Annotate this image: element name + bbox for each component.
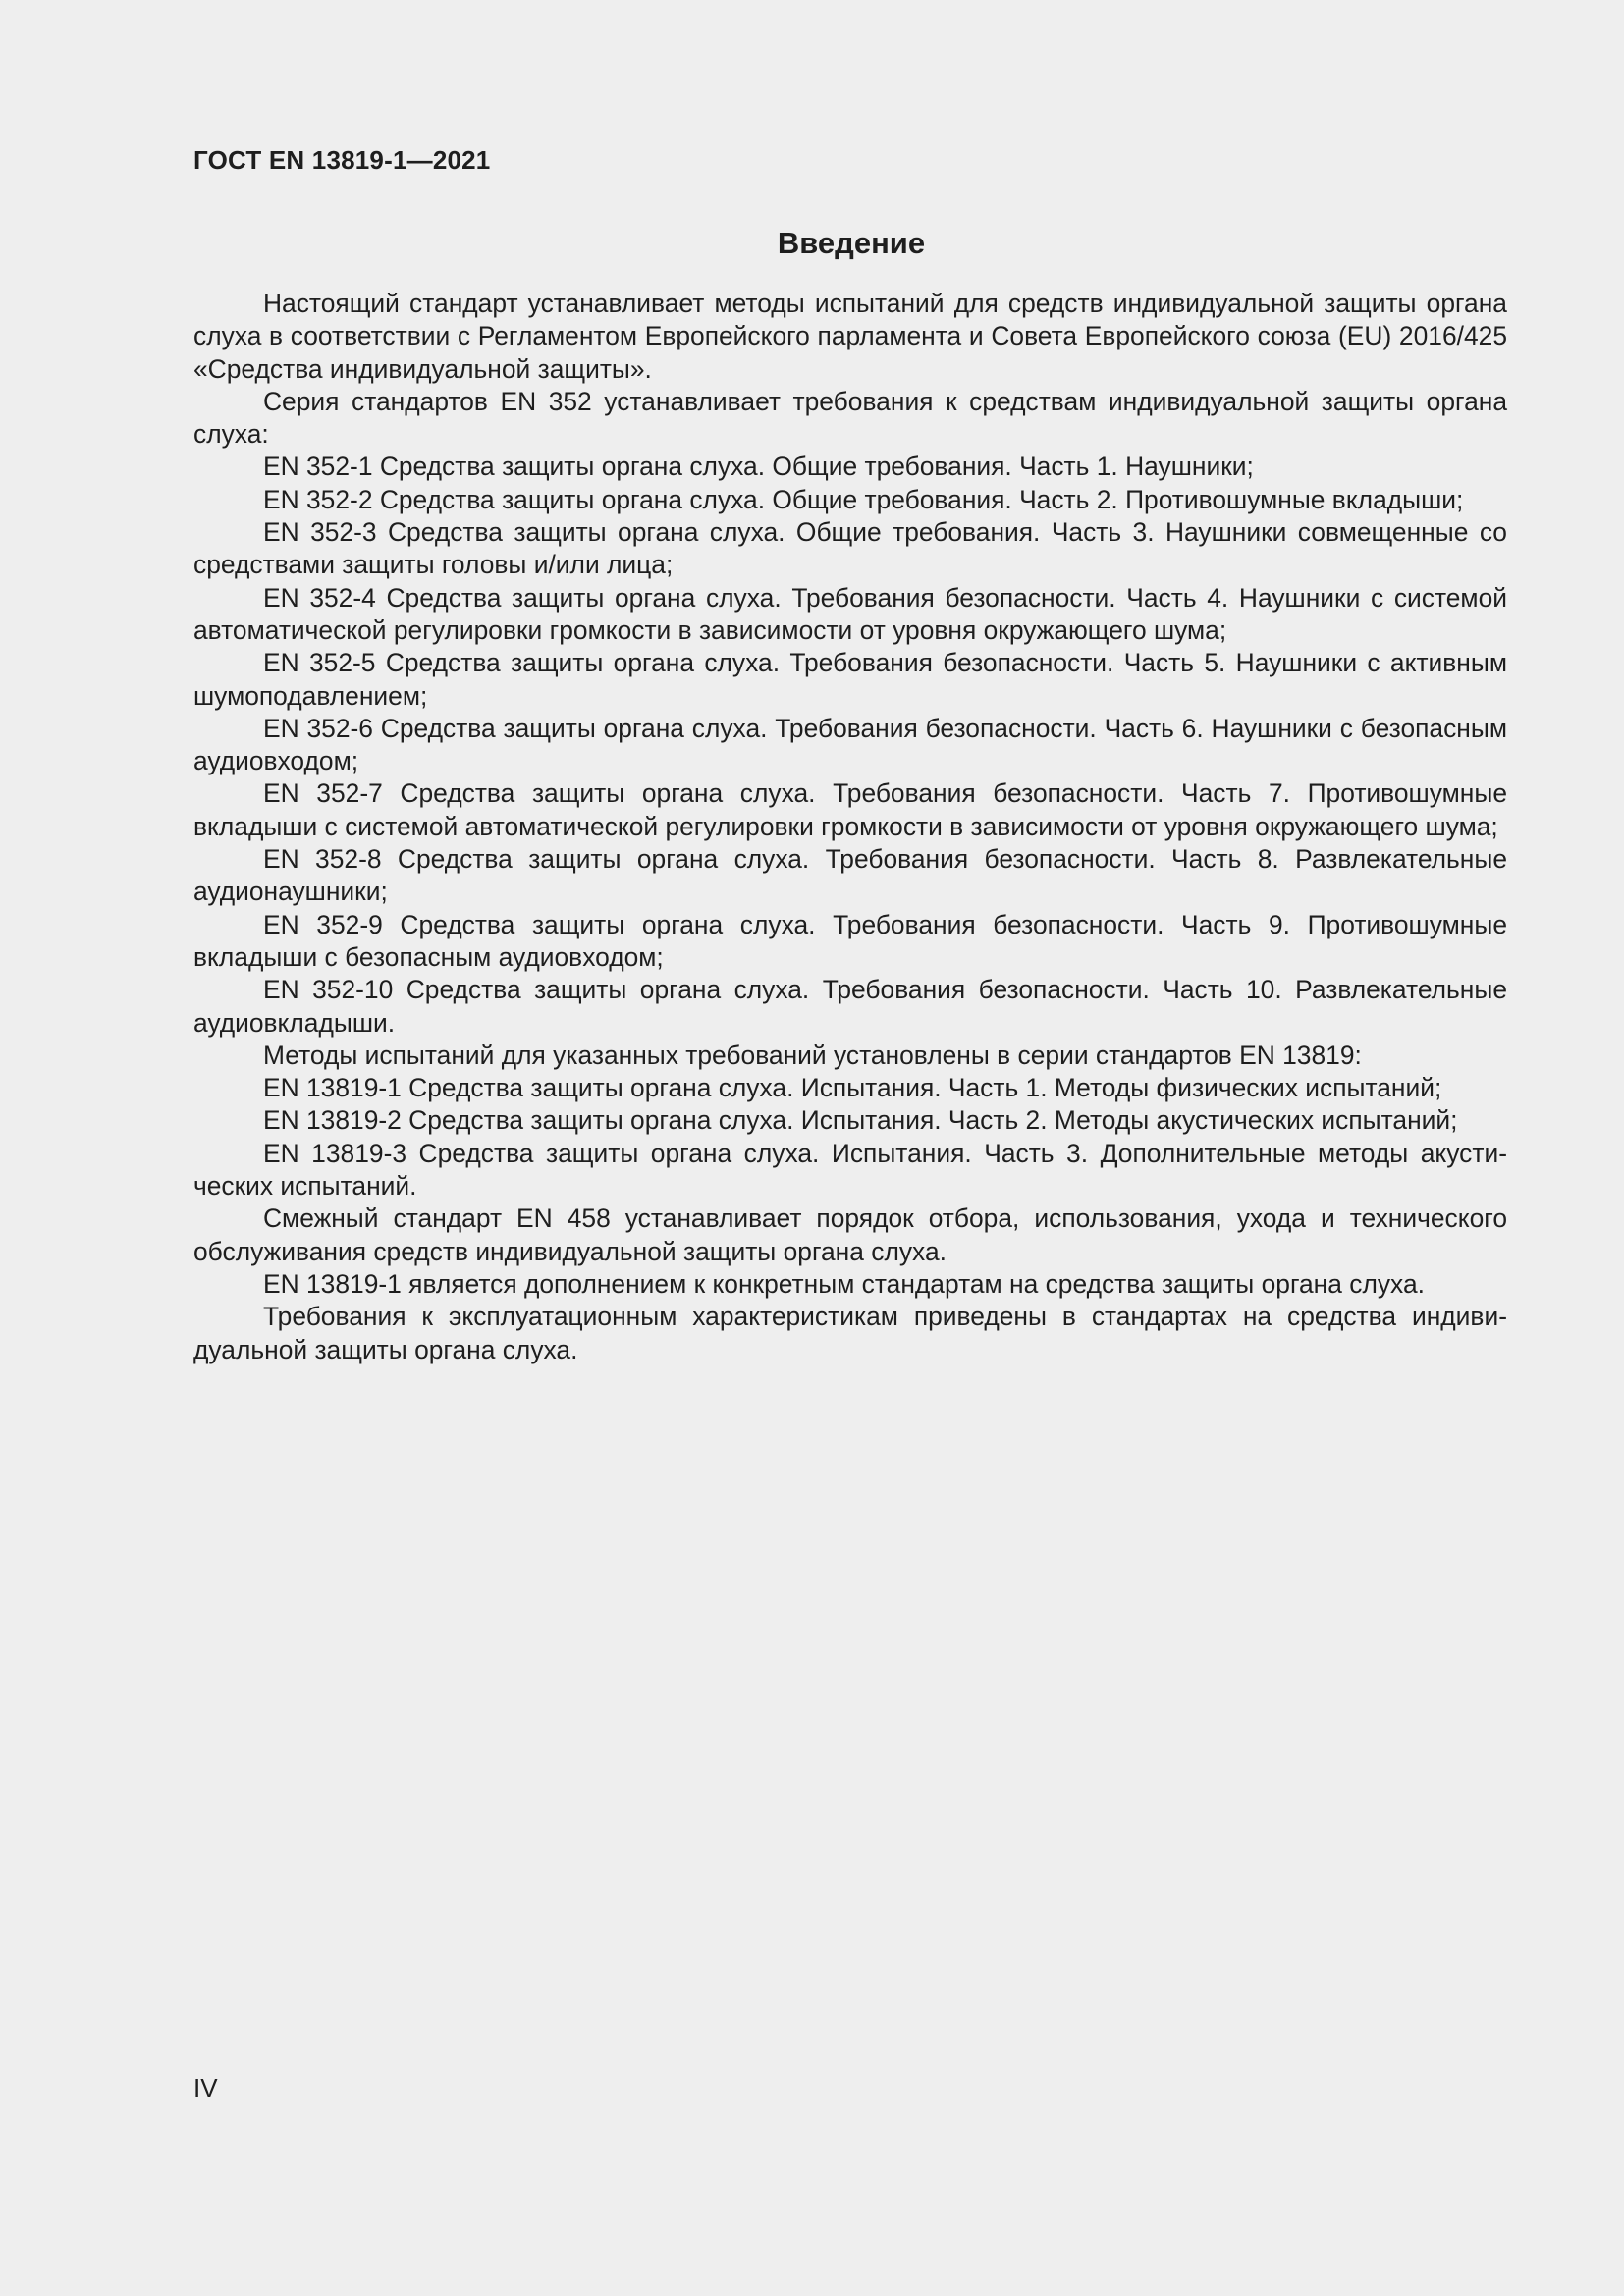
list-item: EN 352-8 Средства защиты органа слуха. Требования безопасности. Часть 8. Развлекательные аудионаушники; xyxy=(193,844,1507,907)
body-text xyxy=(193,288,1507,1366)
list-item: EN 352-2 Средства защиты органа слуха. Общие требования. Часть 2. Противошумные вкладыши; xyxy=(263,484,1464,514)
paragraph: EN 13819-1 является дополнением к конкретным стандартам на средства защиты органа слуха. xyxy=(263,1268,1425,1299)
list-item: EN 352-1 Средства защиты органа слуха. Общие требования. Часть 1. Наушники; xyxy=(263,452,1254,482)
list-item: EN 13819-2 Средства защиты органа слуха. Испытания. Часть 2. Методы акустических испытаний; xyxy=(263,1105,1458,1136)
page-number: IV xyxy=(193,2073,218,2103)
paragraph: Смежный стандарт EN 458 устанавливает порядок отбора, использования, ухода и технического обслуживания средств индивидуальной защиты органа слуха. xyxy=(193,1203,1507,1266)
paragraph: Настоящий стандарт устанавливает методы испытаний для средств индивидуальной защиты органа слуха в соответствии с Регламентом Европейского парламента и Совета Европейского союза (EU) 2016/425 «Средства индивидуальной защиты». xyxy=(193,289,1507,384)
list-item: EN 352-9 Средства защиты органа слуха. Требования безопасности. Часть 9. Противошумные вкладыши с безопасным аудиовходом; xyxy=(193,909,1507,972)
list-item: EN 13819-1 Средства защиты органа слуха. Испытания. Часть 1. Методы физических испытаний; xyxy=(263,1073,1442,1103)
paragraph: Требования к эксплуатационным характеристикам приведены в стандартах на средства индивидуальной защиты органа слуха. xyxy=(193,1302,1507,1364)
list-item: EN 352-4 Средства защиты органа слуха. Требования безопасности. Часть 4. Наушники с системой автоматической регулировки громкости в зависимости от уровня окружающего шума; xyxy=(193,582,1507,645)
paragraph: Методы испытаний для указанных требований установлены в серии стандартов EN 13819: xyxy=(263,1040,1362,1070)
list-item: EN 352-7 Средства защиты органа слуха. Требования безопасности. Часть 7. Противошумные вкладыши с системой автоматической регулировки громкости в зависимости от уровня окружающего шума; xyxy=(193,778,1507,841)
list-item: EN 352-3 Средства защиты органа слуха. Общие требования. Часть 3. Наушники совмещенные со средствами защиты головы и/или лица; xyxy=(193,517,1507,580)
list-item: EN 352-5 Средства защиты органа слуха. Требования безопасности. Часть 5. Наушники с активным шумоподавлением; xyxy=(193,648,1507,711)
list-item: EN 352-10 Средства защиты органа слуха. Требования безопасности. Часть 10. Развлекательные аудиовкладыши. xyxy=(193,975,1507,1038)
document-header: ГОСТ EN 13819-1—2021 xyxy=(193,145,491,175)
section-title: Введение xyxy=(777,226,926,260)
paragraph: Серия стандартов EN 352 устанавливает требования к средствам индивидуальной защиты органа слуха: xyxy=(193,386,1507,450)
list-item: EN 13819-3 Средства защиты органа слуха. Испытания. Часть 3. Дополнительные методы акустических испытаний. xyxy=(193,1138,1507,1201)
list-item: EN 352-6 Средства защиты органа слуха. Требования безопасности. Часть 6. Наушники с безопасным аудиовходом; xyxy=(193,713,1507,776)
